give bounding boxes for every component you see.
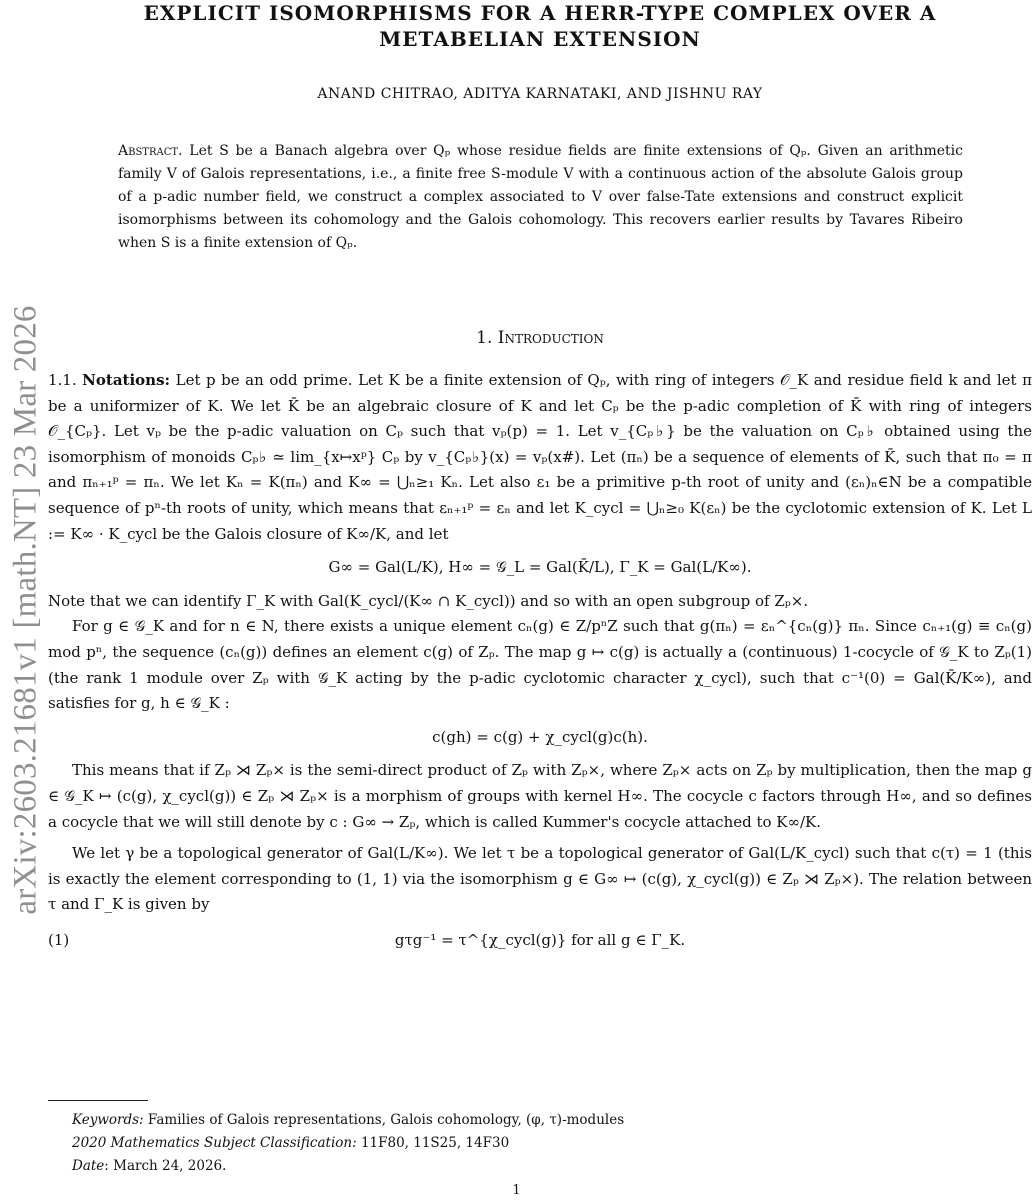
body-text — [48, 368, 1032, 963]
equation-1-number: (1) — [48, 930, 70, 949]
page-number: 1 — [512, 1183, 521, 1198]
arxiv-sidebar — [6, 175, 46, 1045]
authors: ANAND CHITRAO, ADITYA KARNATAKI, AND JISHNU RAY — [317, 86, 763, 102]
paragraph-notations — [48, 368, 1032, 547]
equation-galois-groups: G∞ = Gal(L/K), H∞ = 𝒢_L = Gal(K̄/L), Γ_K = Gal(L/K∞). — [328, 558, 752, 577]
footnote-date-text: : March 24, 2026. — [104, 1158, 227, 1174]
footnote-keywords-text: Families of Galois representations, Galois cohomology, (φ, τ)-modules — [147, 1112, 625, 1128]
paragraph-1: Let p be an odd prime. Let K be a finite extension of Qₚ, with ring of integers 𝒪_K and residue field k and let π be a uniformizer of K. We let K̄ be an algebraic closure of K and let Cₚ be the p-adic completion of K̄ with ring of integers 𝒪_{Cₚ}. Let vₚ be the p-adic valuation on Cₚ such that vₚ(p) = 1. Let v_{Cₚ♭} be the valuation on Cₚ♭ obtained using the isomorphism of monoids Cₚ♭ ≃ lim_{x↦xᵖ} Cₚ by v_{Cₚ♭}(x) = vₚ(x#). Let (πₙ) be a sequence of elements of K̄, such that π₀ = π and πₙ₊₁ᵖ = πₙ. We let Kₙ = K(πₙ) and K∞ = ⋃ₙ≥₁ Kₙ. Let also ε₁ be a primitive p-th root of unity and (εₙ)ₙ∈N be a compatible sequence of pⁿ-th roots of unity, which means that εₙ₊₁ᵖ = εₙ and let K_cycl = ⋃ₙ≥₀ K(εₙ) be the cyclotomic extension of K. Let L := K∞ · K_cycl be the Galois closure of K∞/K, and let — [48, 371, 1032, 543]
footnotes — [48, 1100, 948, 1178]
equation-1-row — [48, 928, 1032, 954]
title-line-1: EXPLICIT ISOMORPHISMS FOR A HERR-TYPE COMPLEX OVER A — [143, 1, 937, 25]
section-number: 1. — [476, 328, 493, 348]
abstract-label: Abstract. — [118, 143, 183, 159]
footnote-date — [48, 1155, 948, 1178]
equation-1: gτg⁻¹ = τ^{χ_cycl(g)} for all g ∈ Γ_K. — [394, 930, 686, 949]
footnote-keywords — [48, 1109, 948, 1132]
abstract-text: Let S be a Banach algebra over Qₚ whose residue fields are finite extensions of Qₚ. Given an arithmetic family V of Galois representations, i.e., a finite free S-module V with a continuous action of the absolute Galois group of a p-adic number field, we construct a complex associated to V over false-Tate extensions and construct explicit isomorphisms between its cohomology and the Galois cohomology. This recovers earlier results by Tavares Ribeiro when S is a finite extension of Qₚ. — [118, 143, 963, 251]
paper-title — [110, 0, 970, 52]
paragraph-2: Note that we can identify Γ_K with Gal(K_cycl/(K∞ ∩ K_cycl)) and so with an open subgroup of Zₚ×. — [48, 591, 809, 610]
title-line-2: METABELIAN EXTENSION — [379, 27, 701, 51]
footnote-msc-label: 2020 Mathematics Subject Classification: — [72, 1135, 357, 1151]
equation-cocycle: c(gh) = c(g) + χ_cycl(g)c(h). — [432, 727, 648, 746]
paragraph-3: For g ∈ 𝒢_K and for n ∈ N, there exists a unique element cₙ(g) ∈ Z/pⁿZ such that g(πₙ) = εₙ^{cₙ(g)} πₙ. Since cₙ₊₁(g) ≡ cₙ(g) mod pⁿ, the sequence (cₙ(g)) defines an element c(g) of Zₚ. The map g ↦ c(g) is actually a (continuous) 1-cocycle of 𝒢_K to Zₚ(1) (the rank 1 module over Zₚ with 𝒢_K acting by the p-adic cyclotomic character χ_cycl), such that c⁻¹(0) = Gal(K̄/K∞), and satisfies for g, h ∈ 𝒢_K : — [48, 617, 1032, 713]
section-title: Introduction — [497, 328, 604, 348]
subsection-label: Notations: — [82, 371, 171, 389]
footnote-msc-text: 11F80, 11S25, 14F30 — [360, 1135, 510, 1151]
footnote-rule — [48, 1100, 148, 1101]
arxiv-identifier: arXiv:2603.21681v1 [math.NT] 23 Mar 2026 — [7, 305, 44, 915]
paragraph-5: We let γ be a topological generator of Gal(L/K∞). We let τ be a topological generator of Gal(L/K_cycl) such that c(τ) = 1 (this is exactly the element corresponding to (1, 1) via the isomorphism g ∈ G∞ ↦ (c(g), χ_cycl(g)) ∈ Zₚ ⋊ Zₚ×). The relation between τ and Γ_K is given by — [48, 844, 1032, 914]
section-heading — [110, 328, 970, 348]
abstract — [118, 140, 963, 255]
footnote-msc — [48, 1132, 948, 1155]
footnote-date-label: Date — [72, 1158, 105, 1174]
paragraph-4: This means that if Zₚ ⋊ Zₚ× is the semi-direct product of Zₚ with Zₚ×, where Zₚ× acts on Zₚ by multiplication, then the map g ∈ 𝒢_K ↦ (c(g), χ_cycl(g)) ∈ Zₚ ⋊ Zₚ× is a morphism of groups with kernel H∞. The cocycle c factors through H∞, and so defines a cocycle that we will still denote by c : G∞ → Zₚ, which is called Kummer's cocycle attached to K∞/K. — [48, 761, 1032, 831]
footnote-keywords-label: Keywords: — [72, 1112, 144, 1128]
subsection-number: 1.1. — [48, 371, 77, 389]
